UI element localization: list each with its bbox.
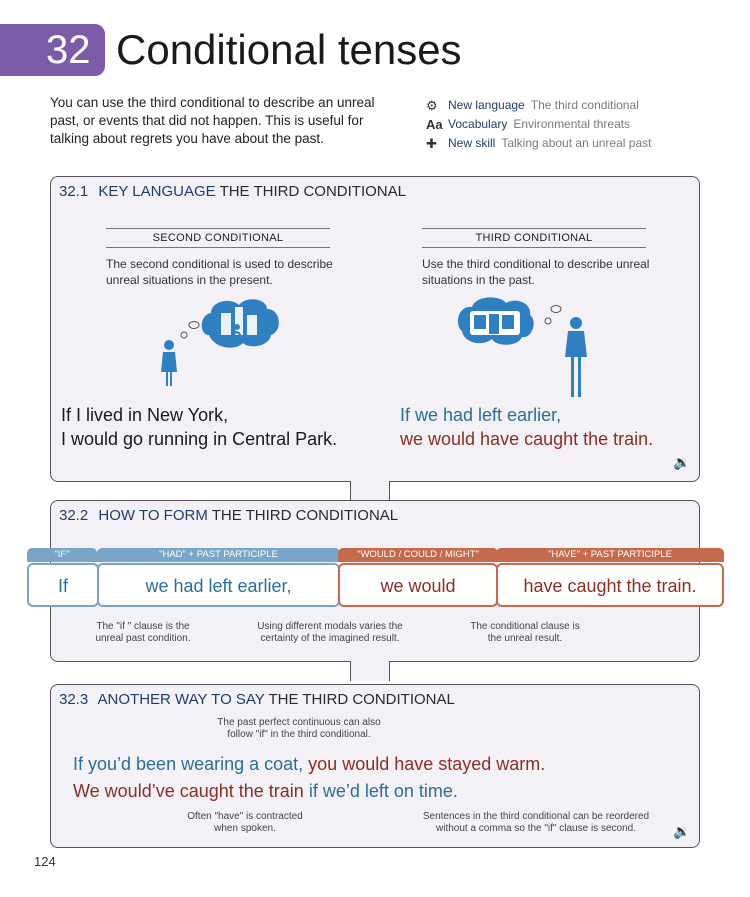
example-line: we would have caught the train. bbox=[400, 429, 654, 449]
note-if-clause: The "if " clause is the unreal past condition. bbox=[95, 621, 191, 644]
second-conditional-text: The second conditional is used to describe unreal situations in the present. bbox=[106, 257, 333, 287]
section-number: 32.1 bbox=[59, 183, 89, 200]
section-number: 32.2 bbox=[59, 507, 89, 524]
result-clause: We would’ve caught the train bbox=[73, 781, 304, 801]
section-heading bbox=[59, 691, 455, 708]
caption-if: "IF" bbox=[27, 548, 97, 562]
example-line: If I lived in New York, bbox=[61, 405, 229, 425]
puzzle-piece-have-clause: have caught the train. bbox=[496, 563, 724, 607]
example-sentence-2 bbox=[73, 779, 458, 803]
section-key: ANOTHER WAY TO SAY bbox=[97, 691, 265, 708]
meta-value: Environmental threats bbox=[513, 117, 631, 131]
meta-value: Talking about an unreal past bbox=[501, 136, 652, 150]
chapter-number: 32 bbox=[0, 24, 105, 76]
third-conditional-example bbox=[400, 403, 653, 451]
example-sentence-1 bbox=[73, 752, 545, 776]
section-rest: THE THIRD CONDITIONAL bbox=[268, 691, 455, 708]
meta-label: New skill bbox=[448, 136, 496, 150]
puzzle-piece-had-clause: we had left earlier, bbox=[97, 563, 340, 607]
note-contraction: Often "have" is contracted when spoken. bbox=[187, 811, 303, 834]
note-conditional-clause: The conditional clause is the unreal result. bbox=[470, 621, 580, 644]
caption-would-could-might: "WOULD / COULD / MIGHT" bbox=[338, 548, 498, 562]
note-reordering: Sentences in the third conditional can be reordered without a comma so the "if" clause is second. bbox=[422, 811, 650, 834]
meta-new-language bbox=[426, 96, 651, 115]
caption-had-past-participle: "HAD" + PAST PARTICIPLE bbox=[97, 548, 340, 562]
third-conditional-text: Use the third conditional to describe unreal situations in the past. bbox=[422, 257, 650, 287]
gears-icon: ⚙ bbox=[426, 98, 438, 113]
meta-list bbox=[426, 96, 651, 153]
if-clause: If you’d been wearing a coat, bbox=[73, 754, 304, 774]
second-conditional-example bbox=[61, 403, 337, 451]
note-modals: Using different modals varies the certainty of the imagined result. bbox=[257, 621, 403, 644]
puzzle-piece-would: we would bbox=[338, 563, 498, 607]
section-heading bbox=[59, 183, 406, 200]
if-clause: if we’d left on time. bbox=[308, 781, 458, 801]
section-rest: THE THIRD CONDITIONAL bbox=[219, 183, 406, 200]
caption-have-past-participle: "HAVE" + PAST PARTICIPLE bbox=[496, 548, 724, 562]
meta-new-skill bbox=[426, 134, 651, 153]
page-title: Conditional tenses bbox=[116, 26, 462, 73]
third-conditional-heading: THIRD CONDITIONAL bbox=[422, 228, 646, 248]
audio-speaker-icon[interactable]: 🔉 bbox=[673, 823, 691, 839]
meta-label: New language bbox=[448, 98, 525, 112]
section-rest: THE THIRD CONDITIONAL bbox=[211, 507, 399, 524]
meta-value: The third conditional bbox=[530, 98, 639, 112]
vocabulary-icon: Aa bbox=[426, 117, 443, 132]
puzzle-icon: ✚ bbox=[426, 136, 437, 151]
panel-connector bbox=[350, 481, 390, 501]
thinking-person-train-icon bbox=[456, 295, 606, 399]
meta-label: Vocabulary bbox=[448, 117, 508, 131]
puzzle-piece-if: If bbox=[27, 563, 99, 607]
section-key-language bbox=[50, 176, 700, 482]
thinking-person-city-icon bbox=[149, 295, 299, 387]
panel-connector bbox=[350, 661, 390, 681]
section-key: KEY LANGUAGE bbox=[98, 183, 216, 200]
section-number: 32.3 bbox=[59, 691, 89, 708]
example-line: If we had left earlier, bbox=[400, 405, 562, 425]
second-conditional-heading: SECOND CONDITIONAL bbox=[106, 228, 330, 248]
intro-text: You can use the third conditional to describe an unreal past, or events that did not happen. This is useful for talking about regrets you have about the past. bbox=[50, 95, 375, 146]
section-heading bbox=[59, 507, 398, 524]
section-another-way bbox=[50, 684, 700, 848]
example-line: I would go running in Central Park. bbox=[61, 429, 338, 449]
audio-speaker-icon[interactable]: 🔉 bbox=[673, 454, 691, 470]
section-key: HOW TO FORM bbox=[98, 507, 208, 524]
note-past-perfect-continuous: The past perfect continuous can also follow "if" in the third conditional. bbox=[217, 717, 381, 740]
meta-vocabulary bbox=[426, 115, 651, 134]
page-number: 124 bbox=[34, 854, 56, 869]
result-clause: you would have stayed warm. bbox=[308, 754, 546, 774]
